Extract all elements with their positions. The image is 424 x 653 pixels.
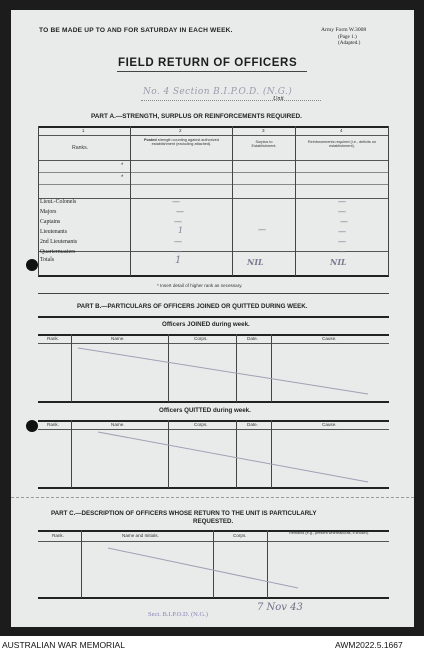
punch-hole-top <box>26 259 38 271</box>
footer-accession-number: AWM2022.5.1667 <box>335 640 403 650</box>
punch-hole-bottom <box>26 420 38 432</box>
col-header-name-initials: Name and Initials. <box>122 533 159 538</box>
part-c-table <box>38 530 389 598</box>
totals-surplus: NIL <box>247 257 264 267</box>
col-header-remarks: Remarks (e.g., present whereabouts, if known). <box>289 531 369 535</box>
rank-label: Quartermasters <box>40 249 76 255</box>
reinforcement-value: — <box>338 237 346 246</box>
posted-value: — <box>172 197 180 206</box>
quitted-title-pre: Officers <box>159 407 183 414</box>
form-page: (Page 1.) <box>338 34 357 40</box>
rank-label: Majors <box>40 209 57 215</box>
col-header-date: Date. <box>247 336 258 341</box>
unit-line <box>141 100 321 101</box>
part-c-heading-line2: REQUESTED. <box>193 518 234 525</box>
asterisk-1: * <box>121 163 124 169</box>
title-underline <box>117 71 307 72</box>
handwritten-date: 7 Nov 43 <box>257 602 303 613</box>
col-header-posted-rest: strength counting against authorized establishment (excluding attached). <box>151 138 219 147</box>
joined-strike-line <box>38 334 389 402</box>
totals-reinforcements: NIL <box>330 257 347 267</box>
joined-title-bold: JOINED <box>187 321 211 328</box>
perforation-line <box>11 497 414 498</box>
reinforcement-value: — <box>338 207 346 216</box>
col-header-corps: Corps. <box>233 533 247 538</box>
rank-label: 2nd Lieutenants <box>40 239 78 245</box>
joined-title-post: during week. <box>211 321 250 328</box>
rank-label: Lieutenants <box>40 229 68 235</box>
posted-value: — <box>174 217 182 226</box>
totals-label: Totals <box>40 257 55 263</box>
quitted-table <box>38 420 389 488</box>
col-header-corps: Corps. <box>194 422 208 427</box>
col-number-1: 1 <box>82 128 85 133</box>
posted-value: — <box>174 247 182 256</box>
col-header-surplus: Surplus to Establishment. <box>251 140 277 149</box>
col-header-reinforcements: Reinforcements required (i.e., deficits on establishment). <box>307 140 377 149</box>
posted-value: 1 <box>178 226 184 235</box>
rank-label: Lieut.-Colonels <box>40 199 77 205</box>
part-b-rule <box>38 316 389 318</box>
quitted-title-post: during week. <box>213 407 251 414</box>
col-header-name: Name. <box>111 422 125 427</box>
top-instruction: TO BE MADE UP TO AND FOR SATURDAY IN EACH WEEK. <box>39 27 233 34</box>
col-header-cause: Cause. <box>322 422 337 427</box>
part-a-table <box>38 126 389 278</box>
posted-value: — <box>174 237 182 246</box>
part-a-heading: PART A.—STRENGTH, SURPLUS OR REINFORCEMENTS REQUIRED. <box>91 113 302 120</box>
col-header-cause: Cause. <box>322 336 337 341</box>
col-header-rank: Rank. <box>52 533 65 538</box>
reinforcement-value: — <box>338 197 346 206</box>
col-number-3: 3 <box>262 128 265 133</box>
col-number-4: 4 <box>340 128 343 133</box>
totals-posted: 1 <box>175 255 182 266</box>
quitted-strike-line <box>38 420 389 488</box>
col-number-2: 2 <box>179 128 182 133</box>
col-header-rank: Rank. <box>47 422 60 427</box>
part-a-footnote: * Insert detail of higher rank as necessary. <box>157 283 243 288</box>
form-title: FIELD RETURN OF OFFICERS <box>118 57 298 69</box>
part-c-heading-line1: PART C.—DESCRIPTION OF OFFICERS WHOSE RETURN TO THE UNIT IS PARTICULARLY <box>51 510 317 517</box>
form-adapted: (Adapted.) <box>338 40 361 46</box>
col-header-date: Date. <box>247 422 258 427</box>
col-header-rank: Rank. <box>47 336 60 341</box>
joined-table <box>38 334 389 402</box>
col-header-corps: Corps. <box>194 336 208 341</box>
form-number: Army Form W.3008 <box>321 27 367 33</box>
unit-label: Unit <box>273 96 284 102</box>
col-header-posted <box>133 138 230 147</box>
surplus-value: — <box>258 225 266 234</box>
part-b-heading: PART B.—PARTICULARS OF OFFICERS JOINED OR QUITTED DURING WEEK. <box>77 303 308 310</box>
field-return-form <box>11 10 414 627</box>
joined-title-pre: Officers <box>162 321 186 328</box>
part-c-strike-line <box>38 530 389 598</box>
quitted-title <box>159 407 251 414</box>
rank-label: Captains <box>40 219 61 225</box>
col-header-posted-bold: Posted <box>144 138 157 142</box>
col-header-ranks: Ranks. <box>72 145 89 151</box>
part-b-top-rule <box>38 293 389 294</box>
posted-value: — <box>176 207 184 216</box>
asterisk-2: * <box>121 175 124 181</box>
joined-title <box>162 321 250 328</box>
footer-institution: AUSTRALIAN WAR MEMORIAL <box>2 640 125 650</box>
section-stamp: Sect. B.I.P.O.D. (N.G.) <box>148 611 208 618</box>
col-header-name: Name. <box>111 336 125 341</box>
reinforcement-value: — <box>340 217 348 226</box>
unit-handwritten: No. 4 Section B.I.P.O.D. (N.G.) <box>143 87 293 97</box>
archive-footer <box>0 636 424 653</box>
reinforcement-value: — <box>338 247 346 256</box>
quitted-title-bold: QUITTED <box>184 407 212 414</box>
reinforcement-value: — <box>338 227 346 236</box>
